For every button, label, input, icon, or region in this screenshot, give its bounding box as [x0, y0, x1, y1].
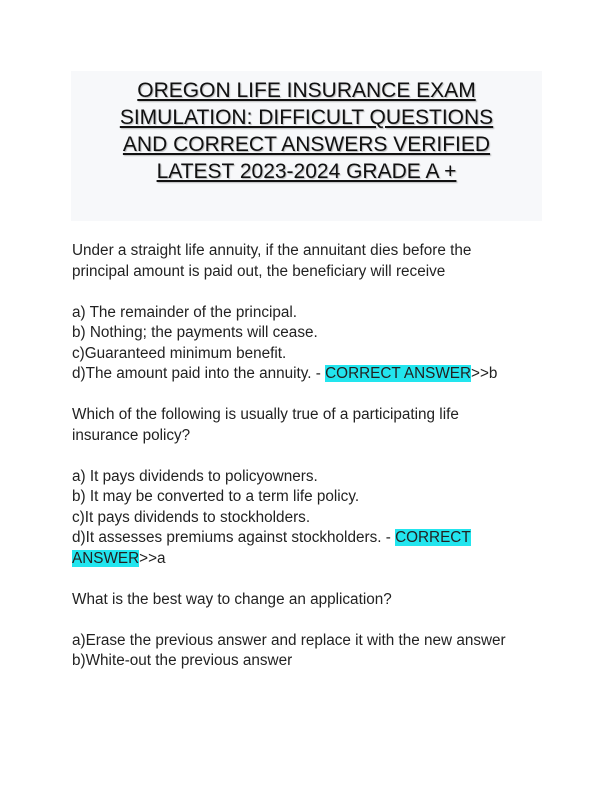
document-title-line: SIMULATION: DIFFICULT QUESTIONS [119, 106, 494, 129]
answer-option: a)Erase the previous answer and replace it with the new answer [72, 631, 506, 649]
document-title-line: LATEST 2023-2024 GRADE A + [156, 160, 457, 183]
spacer [72, 282, 542, 303]
answer-option: c)It pays dividends to stockholders. [72, 508, 311, 526]
question-text: insurance policy? [72, 426, 191, 444]
correct-answer-highlight: CORRECT ANSWER [325, 365, 472, 382]
answer-option: b)White-out the previous answer [72, 652, 293, 669]
question-block [72, 590, 542, 672]
question-text: Under a straight life annuity, if the annuitant dies before the [72, 242, 472, 259]
answer-option-with-key [72, 528, 542, 549]
answer-option: a) It pays dividends to policyowners. [72, 467, 318, 485]
spacer [72, 610, 542, 631]
question-block [72, 241, 542, 385]
answer-key: >>b [471, 365, 498, 382]
question-block [72, 405, 542, 569]
answer-option: b) It may be converted to a term life policy. [72, 488, 360, 505]
question-list [72, 241, 542, 672]
correct-answer-highlight: ANSWER [72, 549, 140, 567]
correct-answer-highlight: CORRECT [395, 529, 471, 546]
spacer [72, 385, 542, 406]
answer-option-with-key [72, 364, 542, 385]
document-title-box [71, 71, 542, 221]
answer-key-line [72, 549, 542, 570]
question-text: principal amount is paid out, the beneficiary will receive [72, 262, 446, 280]
question-text: Which of the following is usually true of a participating life [72, 406, 459, 423]
document-title-line: AND CORRECT ANSWERS VERIFIED [122, 133, 491, 156]
question-text: What is the best way to change an application? [72, 590, 392, 608]
answer-option: c)Guaranteed minimum benefit. [72, 344, 287, 362]
answer-option: a) The remainder of the principal. [72, 303, 298, 321]
spacer [72, 446, 542, 467]
answer-option-text: d)The amount paid into the annuity. - [72, 365, 326, 382]
answer-option: b) Nothing; the payments will cease. [72, 324, 318, 341]
document-title-line: OREGON LIFE INSURANCE EXAM [137, 79, 476, 102]
answer-key: >>a [139, 549, 166, 567]
spacer [72, 569, 542, 590]
answer-option-text: d)It assesses premiums against stockholders. - [72, 529, 396, 546]
